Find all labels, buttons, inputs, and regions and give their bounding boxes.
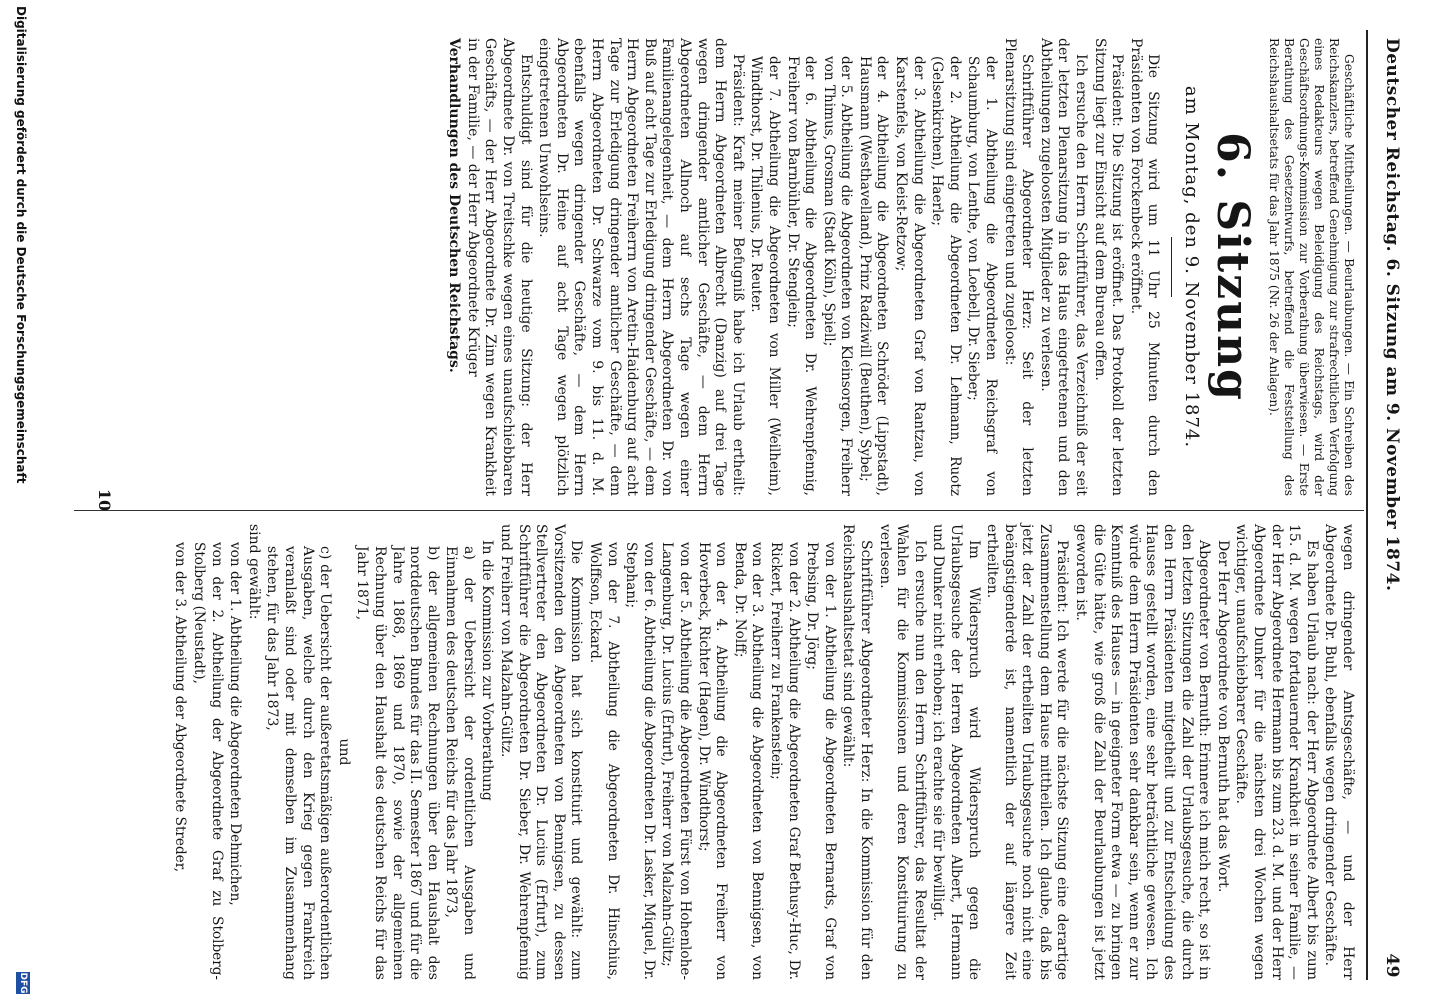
list-item: b) der allgemeinen Rechnungen über den Haushalt des norddeutschen Bundes für das II. Semester 1867 und für die Jahre 1868, 1869 und 1870, sowie der allgemeinen Rechnung über den Haushalt des deutschen Reichs für das Jahr 1871,: [354, 546, 441, 980]
paragraph: Präsident: Kraft meiner Befugniß habe ich Urlaub ertheilt: dem Herrn Abgeordneten Albrecht (Danzig) auf drei Tage wegen dringender amtlicher Geschäfte, — dem Herrn Abgeordneten Allnoch auf sechs Tage wegen einer Familienangelegenheit, — dem Herrn Abgeordneten Dr. von Buß auf acht Tage zur Erledigung dringender Geschäfte, — dem Herrn Abgeordneten Freiherrn von Aretin-Haidenburg auf acht Tage zur Erledigung dringender amtlicher Geschäfte, — dem Herrn Abgeordneten Dr. Schwarze vom 9. bis 11. d. M. ebenfalls wegen dringender Geschäfte, — dem Herrn Abgeordneten Dr. Heine auf acht Tage wegen plötzlich eingetretenen Unwohlseins.: [536, 38, 746, 496]
list-item: von der 2. Abtheilung der Abgeordnete Graf zu Stolberg-Stolberg (Neustadt),: [191, 542, 225, 980]
paragraph: Schriftführer Abgeordneter Herz: In die Kommission für den Reichshaushaltsetat sind gewählt:: [840, 524, 874, 980]
list-item: von der 4. Abtheilung die Abgeordneten Freiherr von Hoverbeck, Richter (Hagen), Dr. Windthorst;: [695, 542, 730, 980]
paragraph: Im Widerspruch wird Widerspruch gegen die Urlaubsgesuche der Herren Abgeordneten Albert, Hermann und Dunker nicht erhoben; ich erachte sie für bewilligt.: [930, 524, 982, 980]
list-item: von der 3. Abtheilung die Abgeordneten von Bennigsen, von Benda, Dr. Nolff;: [731, 542, 766, 980]
footer-line: Verhandlungen des Deutschen Reichstags.: [446, 38, 463, 373]
list-item: von der 6. Abtheilung die Abgeordneten Dr. Lasker, Miquel, Dr. Stephani;: [623, 542, 657, 980]
list-item: von der 3. Abtheilung der Abgeordnete Streder,: [172, 542, 189, 873]
digitization-strip: [6, 0, 36, 1000]
list-item: der 7. Abtheilung die Abgeordneten von Miller (Weilheim), Windthorst, Dr. Thilenius, Dr. Reuter.: [748, 56, 782, 496]
list-item: c) der Uebersicht der außeretatsmäßigen außerordentlichen Ausgaben, welche durch den Krieg gegen Frankreich veranlaßt sind oder mit demselben im Zusammenhang stehen, für das Jahr 1873,: [264, 546, 334, 980]
list-item: a) der Uebersicht der ordentlichen Ausgaben und Einnahmen des deutschen Reichs für das Jahr 1873,: [443, 546, 477, 980]
list-item: der 3. Abtheilung die Abgeordneten Graf von Rantzau, von Karstenfels, von Kleist-Retzow;: [893, 56, 927, 496]
column-rule: [74, 510, 1364, 511]
left-column: [444, 38, 1356, 496]
list-item: der 5. Abtheilung die Abgeordneten von Kleinsorgen, Freiherr von Thimus, Grosman (Stadt Köln), Spiell;: [820, 56, 855, 496]
digitization-note: Digitalisierung gefördert durch die Deutsche Forschungsgemeinschaft: [14, 6, 28, 484]
head-rule: [1366, 30, 1368, 980]
list-item: der 4. Abtheilung die Abgeordneten Schröder (Lippstadt), Hausmann (Westhavelland), Prinz Radziwill (Beuthen), Sybel;: [856, 56, 891, 496]
paragraph: Abgeordneter von Bernuth: Erinnere ich mich recht, so ist in den letzten Sitzungen die Zahl der Urlaubsgesuche, die durch den Herrn Präsidenten mitgetheilt und zur Entscheidung des Hauses gestellt worden, eine sehr beträchtliche gewesen. Ich würde dem Herrn Präsidenten sehr dankbar sein, wenn er zur Kenntniß des Hauses — in geeigneter Form etwa — zu bringen die Güte hätte, wie groß die Zahl der Beurlaubungen ist jetzt geworden ist.: [1073, 524, 1213, 980]
paragraph: Die Sitzung wird um 11 Uhr 25 Minuten durch den Präsidenten von Forckenbeck eröffnet.: [1127, 38, 1162, 496]
list-item: der 2. Abtheilung die Abgeordneten Dr. Lehmann, Ruotz (Gelsenkirchen), Haerle;: [929, 56, 963, 496]
paragraph: Schriftführer Abgeordneter Herz: Seit der letzten Plenarsitzung sind eingetreten und zugeloost:: [1001, 38, 1036, 496]
paragraph: Es haben Urlaub nach: der Herr Abgeordnete Albert bis zum 15. d. M. wegen fortdauernder Krankheit in seiner Familie, — der Herr Abgeordnete Hermann bis zum 23. d. M. und der Herr Abgeordnete Dunker für die nächsten drei Wochen wegen wichtiger, unaufschiebbarer Geschäfte.: [1233, 524, 1320, 980]
conjunction: und: [335, 738, 352, 766]
dfg-logo: DFG: [18, 972, 28, 994]
paragraph: Die Kommission hat sich konstituirt und gewählt: zum Vorsitzenden den Abgeordneten von Bennigsen, zu dessen Stellvertreter den Abgeordneten Dr. Lucius (Erfurt), zum Schriftführer die Abgeordneten Dr. Sieber, Dr. Wehrenpfennig und Freiherr von Malzahn-Gültz.: [498, 524, 585, 980]
list-item: von der 5. Abtheilung die Abgeordneten Fürst von Hohenlohe-Langenburg, Dr. Lucius (Erfurt), Freiherr von Malzahn-Gültz;: [659, 542, 694, 980]
paragraph: Entschuldigt sind für die heutige Sitzung: der Herr Abgeordnete Dr. von Treitschke wegen eines unaufschiebbaren Geschäfts, — der Herr Abgeordnete Dr. Zinn wegen Krankheit in der Familie, — der Herr Abgeordnete Krüger: [464, 38, 534, 496]
paragraph: Der Herr Abgeordnete von Bernuth hat das Wort.: [1214, 540, 1231, 893]
list-item: der 1. Abtheilung die Abgeordneten Reichsgraf von Schaumburg, von Lenthe, von Loebell, Dr. Sieber;: [965, 56, 1000, 496]
running-head: [1374, 38, 1408, 978]
footer-page-number: 10: [95, 488, 114, 512]
paragraph: Ich ersuche den Herrn Schriftführer, das Verzeichniß der seit der letzten Plenarsitzung in das Haus eingetretenen und den Abtheilungen zugeloosten Mitglieder zu verlesen.: [1037, 38, 1090, 496]
list-item: von der 1. Abtheilung die Abgeordneten Bernards, Graf von Prebsing, Dr. Jörg;: [804, 542, 838, 980]
section-subtitle: am Montag, den 9. November 1874.: [1181, 85, 1202, 449]
list-item: der 6. Abtheilung die Abgeordneten Dr. Wehrenpfennig, Freiherr von Barnbühler, Dr. Stenglein;: [784, 56, 819, 496]
list-item: von der 2. Abtheilung die Abgeordneten Graf Bethusy-Huc, Dr. Rickert, Freiherr zu Frankenstein;: [768, 542, 802, 980]
list-item: von der 1. Abtheilung die Abgeordneten Dehmichen,: [227, 542, 244, 906]
paragraph: Präsident: Die Sitzung ist eröffnet. Das Protokoll der letzten Sitzung liegt zur Einsicht auf dem Bureau offen.: [1091, 38, 1126, 496]
running-head-page-number: 49: [1382, 953, 1402, 978]
section-title: 6. Sitzung: [1207, 132, 1258, 402]
paragraph: Ich ersuche nun den Herrn Schriftführer, das Resultat der Wahlen für die Kommissionen und deren Konstituirung zu verlesen.: [876, 524, 928, 980]
running-head-title: Deutscher Reichstag. 6. Sitzung am 9. November 1874.: [1382, 38, 1402, 592]
short-rule: [1171, 237, 1172, 297]
paragraph: In die Kommission zur Vorberathung: [479, 540, 496, 801]
list-item: von der 7. Abtheilung die Abgeordneten Dr. Hinschius, Wolffson, Eckard.: [587, 542, 621, 980]
right-column: [170, 524, 1356, 980]
paragraph: sind gewählt:: [245, 524, 262, 620]
paragraph: wegen dringender Amtsgeschäfte, — und der Herr Abgeordnete Dr. Buhl, ebenfalls wegen dringender Geschäfte.: [1322, 524, 1356, 980]
paragraph: Präsident: Ich werde für die nächste Sitzung eine derartige Zusammenstellung dem Hause mittheilen. Ich glaube, daß bis jetzt der Zahl der ertheilten Urlaubsgesuche noch nicht eine beängstigenderde ist, namentlich der auf längere Zeit ertheilten.: [984, 524, 1071, 980]
session-summary: Geschäftliche Mittheilungen. — Beurlaubungen. — Ein Schreiben des Reichskanzlers, betreffend Genehmigung zur strafrechtlichen Verfolgung eines Redakteurs wegen Beleidigung des Reichstags, wird der Geschäftsordnungs-Kommission zur Vorberathung überwiesen. — Erste Berathung des Gesetzentwurfs, betreffend die Feststellung des Reichshaushaltsetats für das Jahr 1875 (Nr. 26 der Anlagen).: [1267, 38, 1356, 496]
